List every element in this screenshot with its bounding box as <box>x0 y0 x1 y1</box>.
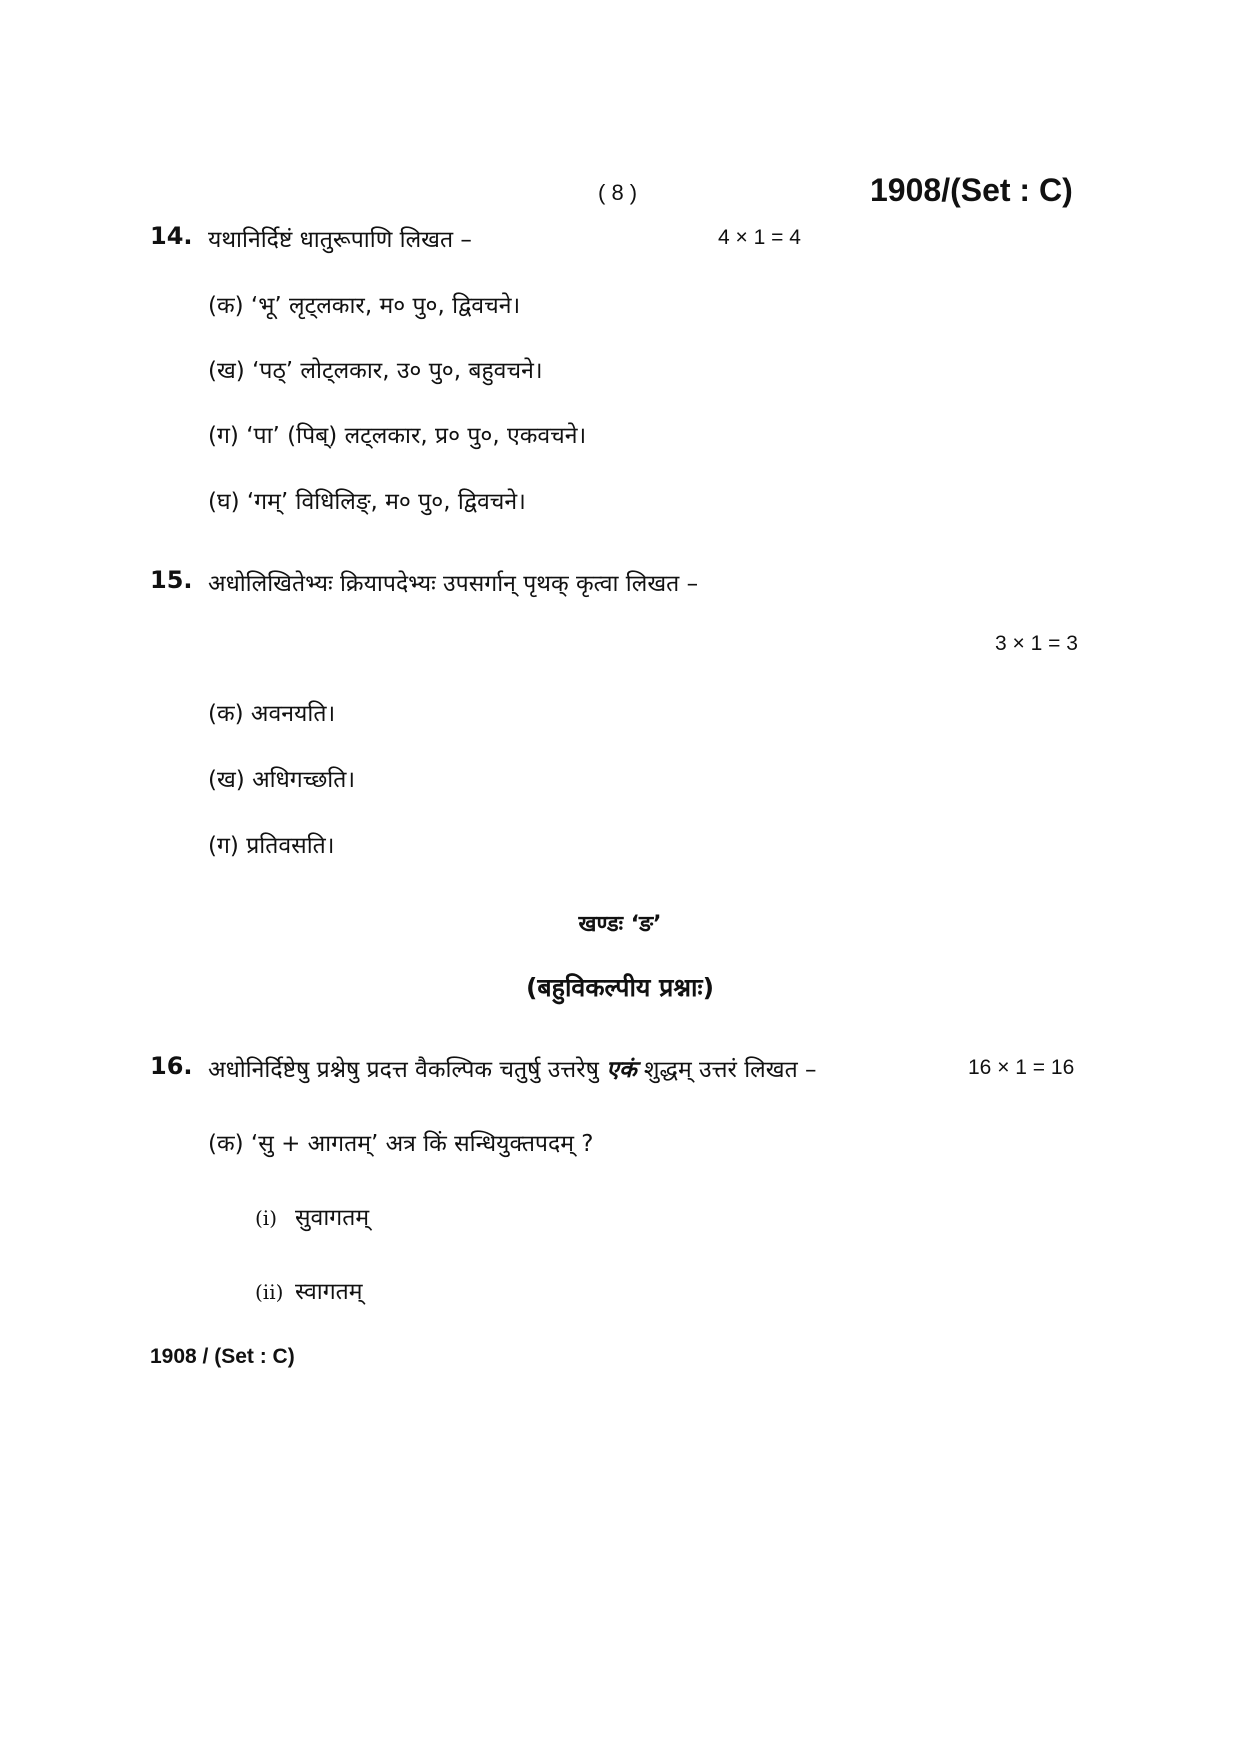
q15-item-kha: (ख) अधिगच्छति। <box>208 767 356 793</box>
question-14-text: यथानिर्दिष्टं धातुरूपाणि लिखत – <box>208 227 472 253</box>
q15-item-ga: (ग) प्रतिवसति। <box>208 833 335 859</box>
q16-option-ii <box>255 1274 363 1306</box>
q14-item-kha: (ख) ‘पठ्’ लोट्लकार, उ० पु०, बहुवचने। <box>208 358 543 384</box>
question-16-number: 16. <box>150 1052 193 1080</box>
question-16-emphasis: एकं <box>606 1057 637 1083</box>
question-15-marks: 3 × 1 = 3 <box>995 632 1078 655</box>
question-15-text: अधोलिखितेभ्यः क्रियापदेभ्यः उपसर्गान् पृथक् कृत्वा लिखत – <box>208 571 699 597</box>
option-label: (ii) <box>255 1280 284 1304</box>
q14-item-ga: (ग) ‘पा’ (पिब्) लट्लकार, प्र० पु०, एकवचने। <box>208 423 587 449</box>
question-15-number: 15. <box>150 566 193 594</box>
page-number: ( 8 ) <box>598 180 638 205</box>
q16-option-i <box>255 1200 369 1232</box>
question-16-text-before: अधोनिर्दिष्टेषु प्रश्नेषु प्रदत्त वैकल्पिक चतुर्षु उत्तरेषु <box>208 1057 599 1083</box>
option-label: (i) <box>255 1206 278 1230</box>
q14-item-ka: (क) ‘भू’ लृट्लकार, म० पु०, द्विवचने। <box>208 293 521 319</box>
section-subtitle: (बहुविकल्पीय प्रश्नाः) <box>525 973 714 1002</box>
question-14-number: 14. <box>150 222 193 250</box>
question-16-text-after: शुद्धम् उत्तरं लिखत – <box>643 1057 817 1083</box>
option-text: स्वागतम् <box>295 1279 363 1305</box>
paper-code-header: 1908/(Set : C) <box>870 172 1073 208</box>
question-16-text <box>208 1052 817 1084</box>
q16-sub-question-ka: (क) ‘सु + आगतम्’ अत्र किं सन्धियुक्तपदम् ? <box>208 1131 594 1157</box>
q14-item-gha: (घ) ‘गम्’ विधिलिङ्, म० पु०, द्विवचने। <box>208 489 526 515</box>
question-16-marks: 16 × 1 = 16 <box>968 1056 1075 1079</box>
question-14-marks: 4 × 1 = 4 <box>718 226 801 249</box>
option-text: सुवागतम् <box>295 1205 370 1231</box>
section-title: खण्डः ‘ङ’ <box>578 912 662 937</box>
paper-code-footer: 1908 / (Set : C) <box>150 1345 295 1368</box>
q15-item-ka: (क) अवनयति। <box>208 701 336 727</box>
